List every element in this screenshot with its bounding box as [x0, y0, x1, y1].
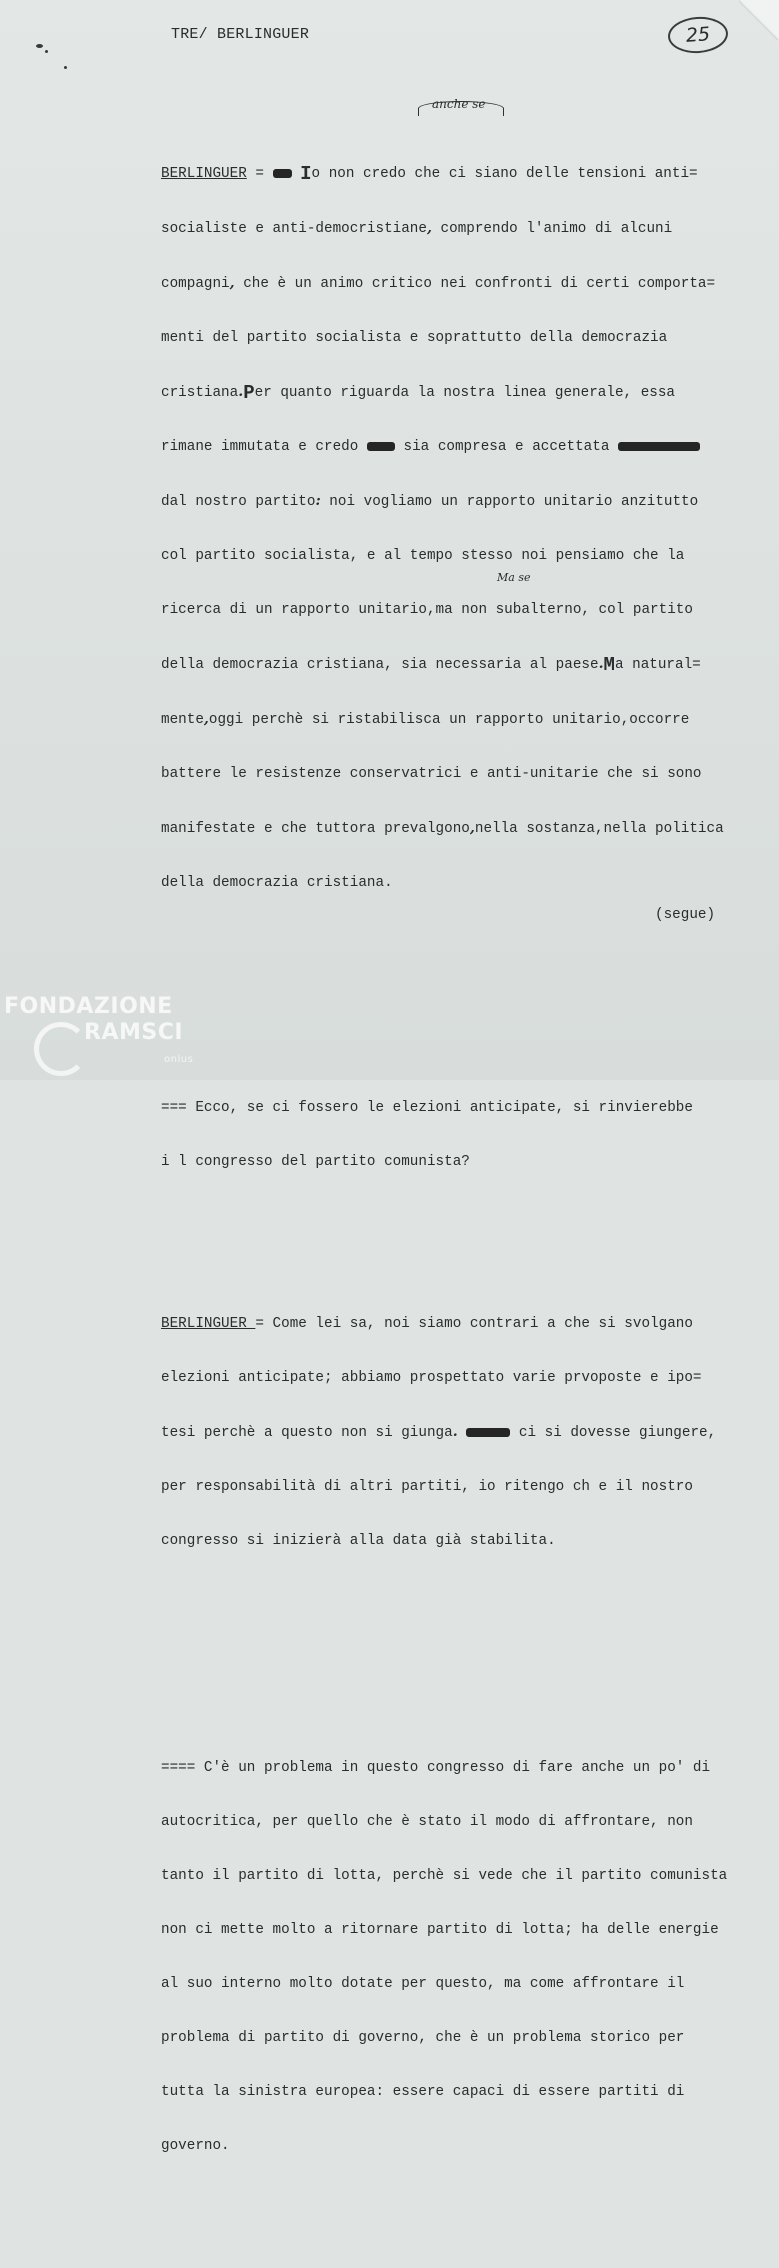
watermark-line-2: RAMSCI [84, 1020, 184, 1045]
ink-speck [64, 66, 67, 69]
handwritten-insert: Ma se [497, 571, 531, 584]
paragraph-question-1: === Ecco, se ci fossero le elezioni anticipate, si rinvierebbe i l congresso del partito comunista? [161, 1100, 693, 1170]
handwritten-capital: M [603, 654, 615, 676]
folded-corner [739, 0, 779, 40]
handwritten-insert: anche se [432, 97, 486, 111]
page-number: 25 [667, 15, 729, 55]
redaction-mark [466, 1428, 510, 1437]
document-body [161, 80, 779, 2268]
header-title: TRE/ BERLINGUER [171, 26, 310, 43]
redaction-mark [273, 169, 292, 178]
archive-watermark [4, 994, 194, 1065]
watermark-line-1: FONDAZIONE [4, 994, 173, 1019]
speaker-label: BERLINGUER [161, 1316, 256, 1332]
ink-speck [36, 44, 43, 48]
redaction-mark [367, 442, 395, 451]
handwritten-capital: P [243, 382, 255, 404]
redaction-mark [618, 442, 700, 451]
paragraph-berlinguer-1: BERLINGUER = Io non credo che ci siano delle tensioni anti= socialiste e anti-democristiane, comprendo l'animo di alcuni compagni, che è un animo critico nei confronti di certi comporta= menti del partito socialista e soprattutto della democrazia cristiana.Per quanto riguarda la nostra linea generale, essa rimane immutata e credo sia compresa e accettata dal nostro partito: noi vogliamo un rapporto unitario anzitutto col partito socialista, e al tempo stesso noi pensiamo che la ricerca di un rapporto unitario,ma non subalterno, col partito della democrazia cristiana, sia necessaria al paese.Ma natural= mente,oggi perchè si ristabilisca un rapporto unitario,occorre battere le resistenze conservatrici e anti-unitarie che si sono manifestate e che tuttora prevalgono,nella sostanza,nella politica della democrazia cristiana. [161, 163, 724, 891]
ink-speck [45, 50, 48, 53]
handwritten-capital: I [300, 163, 312, 185]
continuation-note: (segue) [655, 907, 716, 923]
watermark-small: onlus [164, 1054, 194, 1065]
speaker-label: BERLINGUER [161, 166, 247, 182]
paragraph-berlinguer-2: BERLINGUER = Come lei sa, noi siamo contrari a che si svolgano elezioni anticipate; abbiamo prospettato varie prvoposte e ipo= tesi perchè a questo non si giunga. ci si dovesse giungere, per responsabilità di altri partiti, io ritengo ch e il nostro congresso si inizierà alla data già stabilita. [161, 1316, 717, 1549]
paragraph-question-2: ==== C'è un problema in questo congresso di fare anche un po' di autocritica, per quello che è stato il modo di affrontare, non tanto il partito di lotta, perchè si vede che il partito comunista non ci mette molto a ritornare partito di lotta; ha delle energie al suo interno molto dotate per questo, ma come affrontare il problema di partito di governo, che è un problema storico per tutta la sinistra europea: essere capaci di essere partiti di governo. [161, 1760, 728, 2154]
watermark-g-logo-icon [34, 1022, 88, 1076]
